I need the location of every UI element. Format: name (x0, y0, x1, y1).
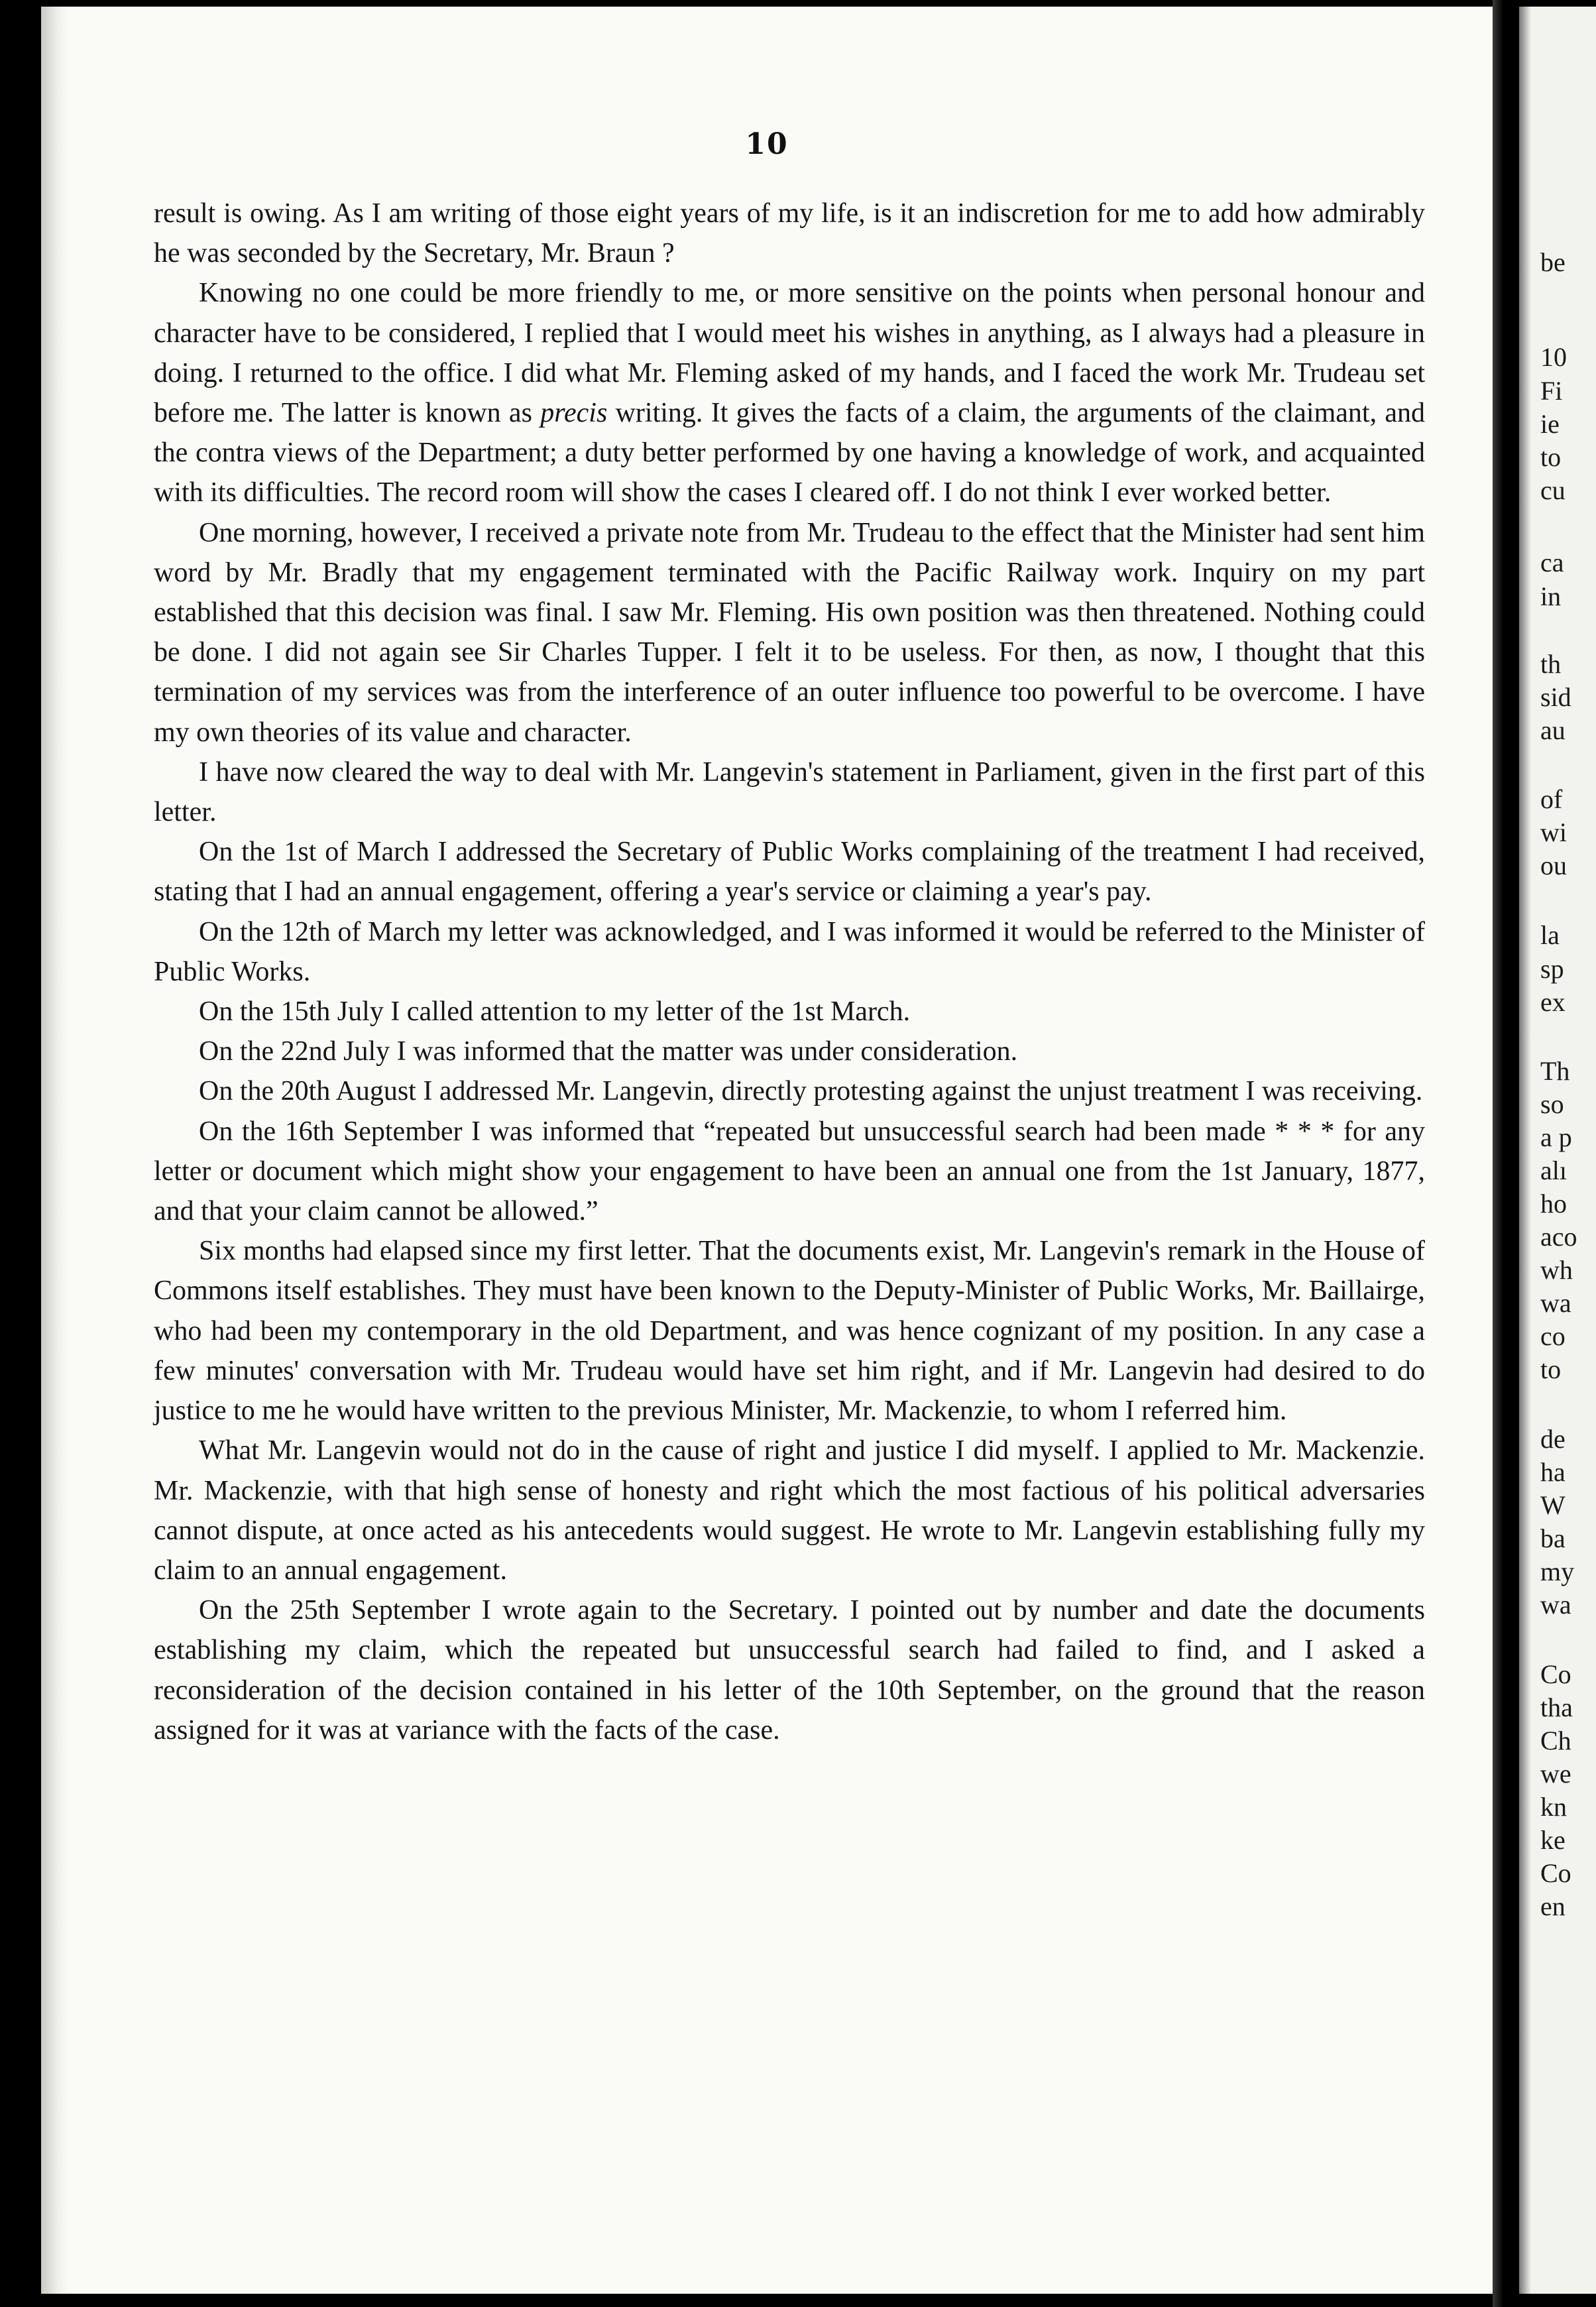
paragraph (154, 912, 1425, 992)
paragraph-text: One morning, however, I received a private note from Mr. Trudeau to the effect that the Minister had sent him word by Mr. Bradly that my engagement terminated with the Pacific Railway work. Inquiry on my part established that this decision was final. I saw Mr. Fleming. His own position was then threatened. Nothing could be done. I did not again see Sir Charles Tupper. I felt it to be useless. For then, as now, I thought that this termination of my services was from the interference of an outer influence too powerful to be overcome. I have my own theories of its value and character. (154, 517, 1425, 748)
adjacent-page-fragment: Co (1540, 1858, 1571, 1888)
adjacent-page-fragment: W (1540, 1490, 1566, 1520)
adjacent-page-edge (1519, 7, 1596, 2294)
paragraph-text: On the 16th September I was informed that “repeated but unsuccessful search had been made * * * for any letter or document which might show your engagement to have been an annual one from the 1st January, 1877, and that your claim cannot be allowed.” (154, 1116, 1425, 1227)
paragraph-text: On the 12th of March my letter was acknowledged, and I was informed it would be referred to the Minister of Public Works. (154, 916, 1425, 987)
adjacent-page-fragment: tha (1540, 1692, 1573, 1722)
adjacent-page-fragment: ca (1540, 548, 1564, 577)
adjacent-page-fragment: to (1540, 1354, 1562, 1384)
paragraph-text: writing. It gives the facts of a claim, the arguments of the claimant, and the contra views of the Department; a duty better performed by one having a knowledge of work, and acquainted with its difficulties. The record room will show the cases I cleared off. I do not think I ever worked better. (154, 398, 1425, 508)
paragraph (154, 1590, 1425, 1750)
paragraph-text: Six months had elapsed since my first letter. That the documents exist, Mr. Langevin's remark in the House of Commons itself establishes. They must have been known to the Deputy-Minister of Public Works, Mr. Baillairge, who had been my contemporary in the old Department, and was hence cognizant of my position. In any case a few minutes' conversation with Mr. Trudeau would have set him right, and if Mr. Langevin had desired to do justice to me he would have written to the previous Minister, Mr. Mackenzie, to whom I referred him. (154, 1236, 1425, 1427)
adjacent-page-fragment: wa (1540, 1590, 1571, 1620)
adjacent-page-fragment: ou (1540, 851, 1567, 880)
adjacent-page-fragment: ho (1540, 1189, 1567, 1218)
paragraph (154, 1112, 1425, 1232)
adjacent-page-fragment: Fi (1540, 376, 1563, 406)
body-text (154, 194, 1425, 1750)
page-gutter-shadow (41, 7, 68, 2294)
book-page (41, 7, 1493, 2294)
adjacent-page-fragment: ex (1540, 987, 1566, 1017)
adjacent-page-fragment: alı (1540, 1155, 1567, 1185)
adjacent-page-fragment: kn (1540, 1792, 1567, 1822)
adjacent-page-fragment: sp (1540, 954, 1564, 984)
adjacent-page-fragment: so (1540, 1089, 1564, 1119)
paragraph-text: What Mr. Langevin would not do in the cause of right and justice I did myself. I applied to Mr. Mackenzie. Mr. Mackenzie, with that high sense of honesty and right which the most factious of his political adversaries cannot dispute, at once acted as his antecedents would suggest. He wrote to Mr. Langevin establishing fully my claim to an annual engagement. (154, 1435, 1425, 1586)
adjacent-page-fragment: wa (1540, 1288, 1571, 1318)
paragraph (154, 513, 1425, 752)
adjacent-page-fragment: in (1540, 581, 1562, 611)
paragraph (154, 194, 1425, 273)
adjacent-page-fragment: my (1540, 1557, 1575, 1586)
italic-term: precis (540, 398, 608, 429)
adjacent-page-fragment: cu (1540, 475, 1566, 505)
paragraph-text: result is owing. As I am writing of those eight years of my life, is it an indiscretion for me to add how admirably he was seconded by the Secretary, Mr. Braun ? (154, 198, 1425, 269)
adjacent-page-fragment: wh (1540, 1255, 1573, 1285)
adjacent-page-fragment: 10 (1540, 342, 1567, 372)
adjacent-page-shadow (1519, 7, 1531, 2294)
adjacent-page-fragment: en (1540, 1891, 1566, 1921)
page-number: 10 (745, 127, 789, 161)
adjacent-page-fragment: Ch (1540, 1726, 1571, 1755)
paragraph (154, 1231, 1425, 1431)
paragraph-text: On the 25th September I wrote again to the Secretary. I pointed out by number and date the documents establishing my claim, which the repeated but unsuccessful search had failed to find, and I asked a reconsideration of the decision contained in his letter of the 10th September, on the ground that the reason assigned for it was at variance with the facts of the case. (154, 1595, 1425, 1745)
adjacent-page-fragment: Co (1540, 1659, 1571, 1689)
paragraph-text: On the 15th July I called attention to my letter of the 1st March. (199, 996, 911, 1028)
adjacent-page-fragment: a p (1540, 1122, 1572, 1152)
adjacent-page-fragment: sid (1540, 682, 1571, 712)
paragraph (154, 1032, 1425, 1071)
paragraph (154, 752, 1425, 832)
adjacent-page-fragment: Th (1540, 1056, 1570, 1086)
adjacent-page-fragment: of (1540, 784, 1563, 814)
adjacent-page-fragment: aco (1540, 1222, 1577, 1252)
adjacent-page-fragment: ha (1540, 1457, 1566, 1487)
adjacent-page-fragment: to (1540, 442, 1562, 472)
adjacent-page-fragment: de (1540, 1424, 1566, 1454)
paragraph-text: On the 20th August I addressed Mr. Langevin, directly protesting against the unjust treatment I was receiving. (199, 1076, 1423, 1107)
paragraph (154, 832, 1425, 912)
page-divider (1493, 0, 1519, 2307)
adjacent-page-fragment: we (1540, 1759, 1571, 1789)
paragraph-text: I have now cleared the way to deal with Mr. Langevin's statement in Parliament, given in the first part of this letter. (154, 756, 1425, 828)
adjacent-page-fragment: ba (1540, 1523, 1566, 1553)
paragraph (154, 1431, 1425, 1590)
paragraph (154, 273, 1425, 512)
adjacent-page-fragment: la (1540, 920, 1560, 950)
paragraph-text: Knowing no one could be more friendly to me, or more sensitive on the points when personal honour and character have to be considered, I replied that I would meet his wishes in anything, as I always had a pleasure in doing. I returned to the office. I did what Mr. Fleming asked of my hands, and I faced the work Mr. Trudeau set before me. The latter is known as (154, 278, 1425, 429)
adjacent-page-fragment: co (1540, 1321, 1566, 1351)
adjacent-page-fragment: au (1540, 715, 1566, 745)
paragraph-text: On the 22nd July I was informed that the matter was under consideration. (199, 1036, 1018, 1067)
adjacent-page-fragment: ke (1540, 1825, 1566, 1855)
adjacent-page-fragment: ie (1540, 409, 1560, 439)
adjacent-page-fragment: be (1540, 247, 1566, 277)
paragraph-text: On the 1st of March I addressed the Secretary of Public Works complaining of the treatment I had received, stating that I had an annual engagement, offering a year's service or claiming a year's pay. (154, 837, 1425, 908)
adjacent-page-fragment: th (1540, 649, 1562, 679)
paragraph (154, 992, 1425, 1032)
adjacent-page-fragment: wi (1540, 817, 1567, 847)
paragraph (154, 1071, 1425, 1111)
